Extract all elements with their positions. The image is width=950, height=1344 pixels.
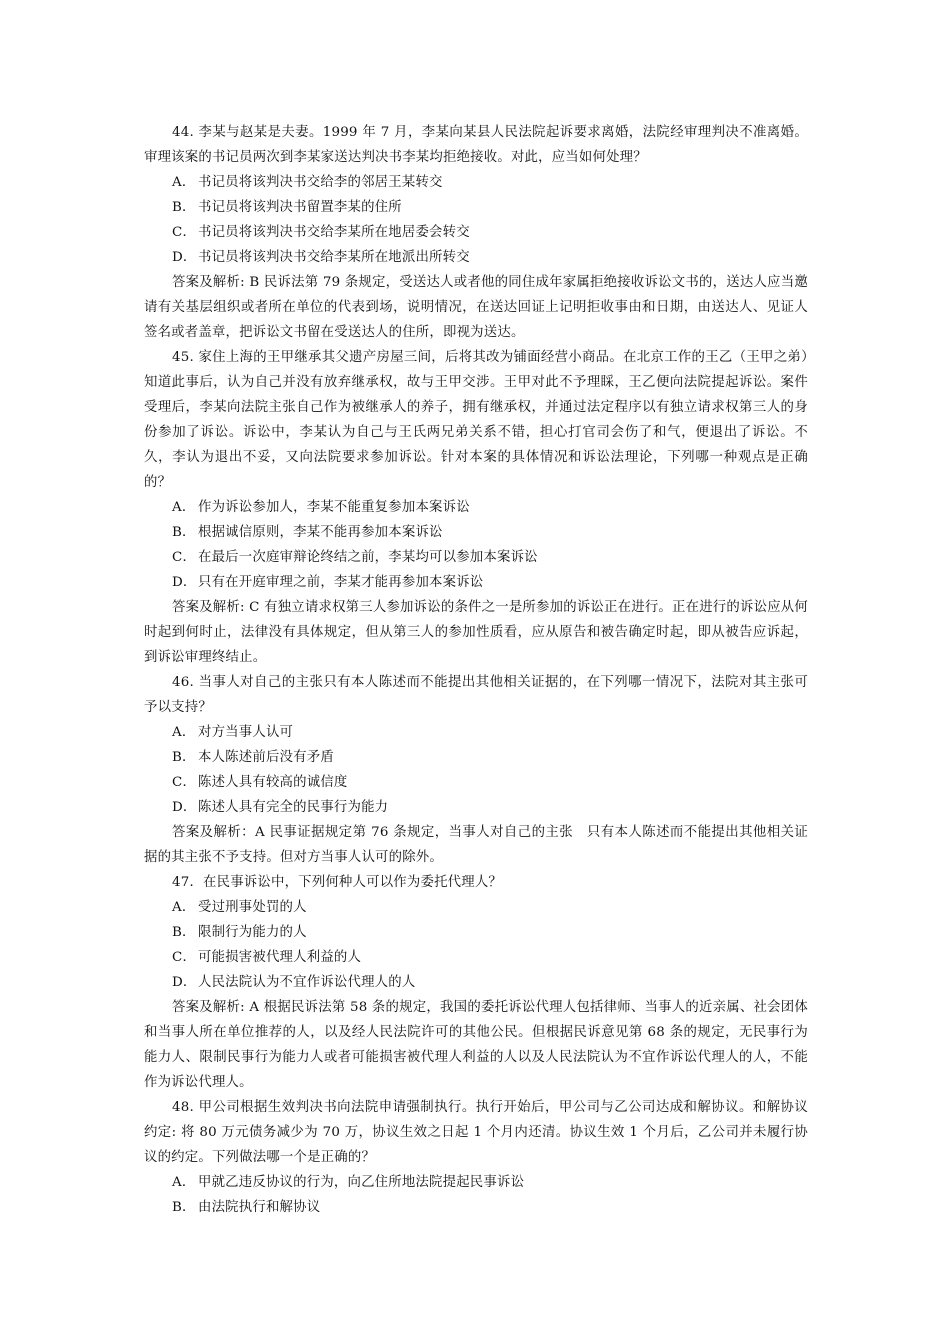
option-text: 在最后一次庭审辩论终结之前，李某均可以参加本案诉讼: [198, 550, 538, 565]
option-text: 对方当事人认可: [198, 725, 294, 740]
question-48-stem: 48. 甲公司根据生效判决书向法院申请强制执行。执行开始后，甲公司与乙公司达成和解协议。和解协议约定: 将 80 万元债务减少为 70 万，协议生效之日起 1 个月内还清。协议生效 1 个月后，乙公司并未履行协议的约定。下列做法哪一个是正确的？: [144, 1100, 808, 1165]
option-text: 限制行为能力的人: [198, 925, 307, 940]
option-text: 人民法院认为不宜作诉讼代理人的人: [198, 975, 416, 990]
question-46-answer: 答案及解析：A 民事证据规定第 76 条规定，当事人对自己的主张 只有本人陈述而不能提出其他相关证据的其主张不予支持。但对方当事人认可的除外。: [144, 825, 808, 865]
option-label: D．: [172, 250, 197, 265]
option-label: D．: [172, 975, 197, 990]
question-44-option-a: [144, 170, 808, 195]
question-44-option-c: [144, 220, 808, 245]
question-46-option-a: [144, 720, 808, 745]
option-text: 作为诉讼参加人，李某不能重复参加本案诉讼: [198, 500, 470, 515]
question-44-stem: 44. 李某与赵某是夫妻。1999 年 7 月，李某向某县人民法院起诉要求离婚，法院经审理判决不准离婚。审理该案的书记员两次到李某家送达判决书李某均拒绝接收。对此，应当如何处理？: [144, 125, 808, 165]
option-label: C．: [172, 950, 197, 965]
option-label: D．: [172, 575, 197, 590]
question-47-option-d: [144, 970, 808, 995]
option-text: 可能损害被代理人利益的人: [198, 950, 362, 965]
option-label: C．: [172, 225, 197, 240]
option-text: 书记员将该判决书交给李某所在地派出所转交: [198, 250, 470, 265]
question-44-option-b: [144, 195, 808, 220]
question-44-option-d: [144, 245, 808, 270]
question-47-option-b: [144, 920, 808, 945]
option-text: 根据诚信原则，李某不能再参加本案诉讼: [198, 525, 443, 540]
option-text: 受过刑事处罚的人: [198, 900, 307, 915]
question-46-option-d: [144, 795, 808, 820]
option-text: 只有在开庭审理之前，李某才能再参加本案诉讼: [198, 575, 484, 590]
option-text: 书记员将该判决书留置李某的住所: [198, 200, 402, 215]
question-45-option-b: [144, 520, 808, 545]
question-44-answer: 答案及解析: B 民诉法第 79 条规定，受送达人或者他的同住成年家属拒绝接收诉讼文书的，送达人应当邀请有关基层组织或者所在单位的代表到场，说明情况，在送达回证上记明拒收事由和日期，由送达人、见证人签名或者盖章，把诉讼文书留在受送达人的住所，即视为送达。: [144, 275, 808, 340]
question-48-option-b: [144, 1195, 808, 1220]
option-text: 由法院执行和解协议: [198, 1200, 321, 1215]
option-label: A．: [172, 900, 196, 915]
question-47-option-a: [144, 895, 808, 920]
option-label: C．: [172, 775, 197, 790]
option-label: A．: [172, 175, 196, 190]
option-label: B．: [172, 1200, 196, 1215]
option-text: 书记员将该判决书交给李某所在地居委会转交: [198, 225, 470, 240]
option-label: D．: [172, 800, 197, 815]
question-46-option-c: [144, 770, 808, 795]
question-46-stem: 46. 当事人对自己的主张只有本人陈述而不能提出其他相关证据的，在下列哪一情况下，法院对其主张可予以支持？: [144, 675, 808, 715]
question-45-option-d: [144, 570, 808, 595]
question-45-option-c: [144, 545, 808, 570]
question-47-answer: 答案及解析: A 根据民诉法第 58 条的规定，我国的委托诉讼代理人包括律师、当事人的近亲属、社会团体和当事人所在单位推荐的人，以及经人民法院许可的其他公民。但根据民诉意见第 68 条的规定，无民事行为能力人、限制民事行为能力人或者可能损害被代理人利益的人以及人民法院认为不宜作诉讼代理人的人，不能作为诉讼代理人。: [144, 1000, 808, 1090]
option-text: 本人陈述前后没有矛盾: [198, 750, 334, 765]
question-46-option-b: [144, 745, 808, 770]
option-label: A．: [172, 1175, 196, 1190]
option-label: A．: [172, 725, 196, 740]
question-45-answer: 答案及解析: C 有独立请求权第三人参加诉讼的条件之一是所参加的诉讼正在进行。正在进行的诉讼应从何时起到何时止，法律没有具体规定，但从第三人的参加性质看，应从原告和被告确定时起，即从被告应诉起，到诉讼审理终结止。: [144, 600, 808, 665]
option-label: B．: [172, 750, 196, 765]
option-label: B．: [172, 925, 196, 940]
question-45-stem: 45. 家住上海的王甲继承其父遗产房屋三间，后将其改为铺面经营小商品。在北京工作的王乙（王甲之弟）知道此事后，认为自己并没有放弃继承权，故与王甲交涉。王甲对此不予理睬，王乙便向法院提起诉讼。案件受理后，李某向法院主张自己作为被继承人的养子，拥有继承权，并通过法定程序以有独立请求权第三人的身份参加了诉讼。诉讼中，李某认为自己与王氏两兄弟关系不错，担心打官司会伤了和气，便退出了诉讼。不久，李认为退出不妥，又向法院要求参加诉讼。针对本案的具体情况和诉讼法理论，下列哪一种观点是正确的？: [144, 350, 808, 490]
option-label: C．: [172, 550, 197, 565]
option-text: 甲就乙违反协议的行为，向乙住所地法院提起民事诉讼: [198, 1175, 525, 1190]
option-label: A．: [172, 500, 196, 515]
question-48-option-a: [144, 1170, 808, 1195]
question-47-option-c: [144, 945, 808, 970]
option-text: 书记员将该判决书交给李的邻居王某转交: [198, 175, 443, 190]
option-label: B．: [172, 200, 196, 215]
question-45-option-a: [144, 495, 808, 520]
question-47-stem: 47．在民事诉讼中，下列何种人可以作为委托代理人？: [172, 875, 503, 890]
document-page: [144, 120, 808, 1220]
option-text: 陈述人具有完全的民事行为能力: [198, 800, 389, 815]
option-label: B．: [172, 525, 196, 540]
option-text: 陈述人具有较高的诚信度: [198, 775, 348, 790]
